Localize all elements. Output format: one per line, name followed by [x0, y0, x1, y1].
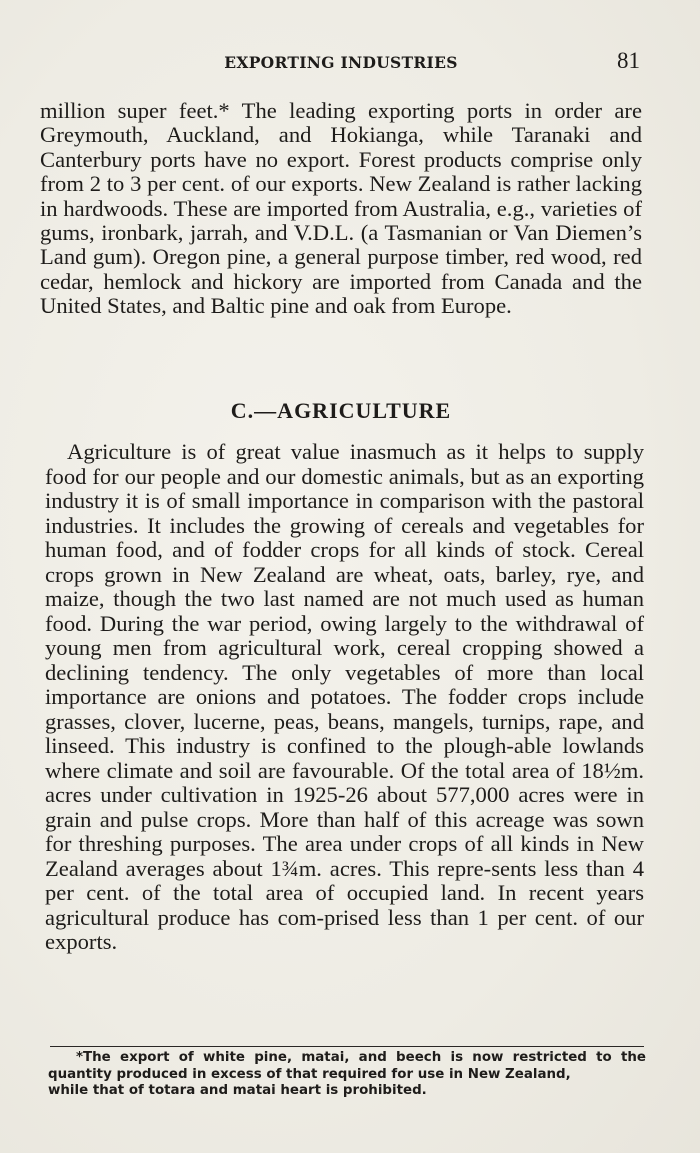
running-head [40, 50, 642, 74]
footnote-rule [50, 1046, 644, 1047]
footnote [48, 1050, 646, 1100]
footnote-text: *The export of white pine, matai, and beech is now restricted to the quantity produced in excess of that required for use in New Zealand, [48, 1050, 646, 1082]
page-number: 81 [617, 48, 640, 73]
paragraph-agriculture: Agriculture is of great value inasmuch as it helps to supply food for our people and our domestic animals, but as an exporting industry it is of small importance in comparison with the pastoral industries. It includes the growing of cereals and vegetables for human food, and of fodder crops for all kinds of stock. Cereal crops grown in New Zealand are wheat, oats, barley, rye, and maize, though the two last named are not much used as human food. During the war period, owing largely to the withdrawal of young men from agricultural work, cereal cropping showed a declining tendency. The only vegetables of more than local importance are onions and potatoes. The fodder crops include grasses, clover, lucerne, peas, beans, mangels, turnips, rape, and linseed. This industry is confined to the plough-able lowlands where climate and soil are favourable. Of the total area of 18½m. acres under cultivation in 1925-26 about 577,000 acres were in grain and pulse crops. More than half of this acreage was sown for threshing purposes. The area under crops of all kinds in New Zealand averages about 1¾m. acres. This repre-sents less than 4 per cent. of the total area of occupied land. In recent years agricultural produce has com-prised less than 1 per cent. of our exports. [45, 439, 644, 954]
footnote-last-line: while that of totara and matai heart is prohibited. [48, 1083, 427, 1098]
section-heading-agriculture: C.—AGRICULTURE [230, 398, 452, 423]
running-title: EXPORTING INDUSTRIES [224, 53, 458, 72]
paragraph-forestry-continued: million super feet.* The leading exporting ports in order are Greymouth, Auckland, and Hokianga, while Taranaki and Canterbury ports have no export. Forest products comprise only from 2 to 3 per cent. of our exports. New Zealand is rather lacking in hardwoods. These are imported from Australia, e.g., varieties of gums, ironbark, jarrah, and V.D.L. (a Tasmanian or Van Diemen’s Land gum). Oregon pine, a general purpose timber, red wood, red cedar, hemlock and hickory are imported from Canada and the United States, and Baltic pine and oak from Europe. [40, 98, 642, 319]
